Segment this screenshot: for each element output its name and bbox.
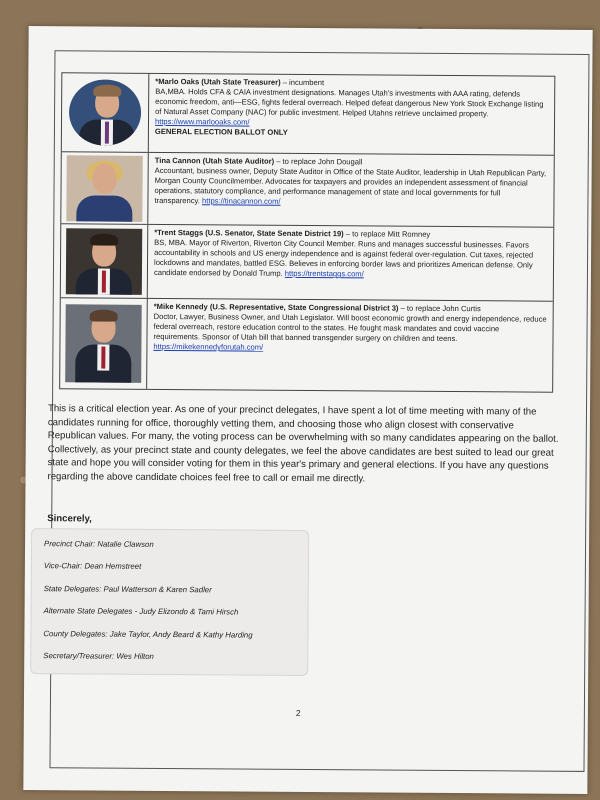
table-row <box>61 152 553 227</box>
delegate-line: State Delegates: Paul Watterson & Karen Sadler <box>43 583 212 595</box>
delegate-line: Vice-Chair: Dean Hemstreet <box>43 561 142 572</box>
candidate-info <box>148 225 553 301</box>
photo-cell <box>61 224 149 298</box>
table-row <box>62 73 555 155</box>
delegate-line: County Delegates: Jake Taylor, Andy Beard & Kathy Harding <box>43 628 253 640</box>
candidate-link[interactable]: https://trentstaggs.com/ <box>284 268 364 279</box>
delegate-line: Secretary/Treasurer: Wes Hilton <box>43 651 154 661</box>
candidate-relation: – to replace Mitt Romney <box>343 229 431 239</box>
candidate-photo-tina-cannon <box>66 155 142 222</box>
candidate-photo-marlo-oaks <box>69 79 141 146</box>
candidate-relation: – to replace John Dougall <box>274 156 363 167</box>
candidate-description: Doctor, Lawyer, Business Owner, and Utah Legislator. Will boost economic growth and energy independence, reduce federal overreach, restore education control to the states. He fought mask mandates and covid vaccine requirements. Sponsor of Utah bill that banned transgender surgery on children and teens. <box>153 311 547 344</box>
candidate-description: BS, MBA. Mayor of Riverton, Riverton City Council Member. Runs and manages successful businesses. Favors accountability in schools and US energy independence and is against federal over-regulation. Cut taxes, rejected lockdowns and mandates, battled ESG. Believes in enforcing border laws and prioritizes American defense. Only candidate endorsed by Donald Trump. <box>153 237 534 278</box>
candidate-description: Accountant, business owner, Deputy State Auditor in Office of the State Auditor, leadership in Utah Republican Party, Morgan County Councilmember. Advocates for taxpayers and provides an independent assessment of financial operations, statutory compliance, and performance management of state and local governments for full transparency. <box>154 165 547 206</box>
candidate-info <box>148 153 553 227</box>
page-number: 2 <box>295 707 301 718</box>
candidate-name: *Marlo Oaks (Utah State Treasurer) <box>155 76 281 87</box>
candidate-description: BA,MBA. Holds CFA & CAIA investment designations. Manages Utah's investments with AAA rating, defends economic freedom, anti—ESG, fights federal overreach. Helped defeat dangerous New York Stock Exchange listing of Natural Asset Company (NAC) for public investment. Helped Utahns retrieve unclaimed property. <box>155 86 544 119</box>
candidate-table <box>59 72 555 392</box>
delegate-line: Alternate State Delegates - Judy Elizondo & Tami Hirsch <box>43 606 239 617</box>
candidate-relation: – incumbent <box>280 77 325 88</box>
candidate-name: *Trent Staggs (U.S. Senator, State Senate District 19) <box>154 227 344 239</box>
candidate-name: *Mike Kennedy (U.S. Representative, State Congressional District 3) <box>153 301 399 313</box>
candidate-info <box>149 74 555 155</box>
candidate-photo-mike-kennedy <box>65 304 142 383</box>
letter-paragraph: This is a critical election year. As one of your precinct delegates, I have spent a lot of time meeting with many of the candidates running for office, thoroughly vetting them, and choosing those who align closest with conservative Republican values. For many, the voting process can be overwhelming with so many candidates appearing on the ballot. Collectively, as your precinct state and county delegates, we feel the above candidates are best suited to lead our great state and hope you will consider voting for them in this year's primary and general elections. If you have any questions regarding the above candidate choices feel free to call or email me directly. <box>47 403 559 485</box>
candidate-link[interactable]: https://www.marlooaks.com/ <box>154 116 250 127</box>
photo-cell <box>62 73 150 152</box>
photo-cell <box>60 298 148 389</box>
table-row <box>61 224 554 301</box>
candidate-link[interactable]: https://mikekennedyforutah.com/ <box>153 341 264 352</box>
candidate-photo-trent-staggs <box>66 228 142 295</box>
table-row <box>60 298 553 391</box>
closing: Sincerely, <box>47 513 92 525</box>
candidate-name: Tina Cannon (Utah State Auditor) <box>154 155 275 166</box>
candidate-relation: – to replace John Curtis <box>398 303 481 314</box>
photo-cell <box>61 152 148 224</box>
candidate-info <box>147 299 553 392</box>
candidate-link[interactable]: https://tinacannon.com/ <box>201 196 281 206</box>
delegate-line: Precinct Chair: Natalie Clawson <box>44 539 154 549</box>
document-page <box>23 26 592 794</box>
delegate-list-box <box>30 528 309 676</box>
ballot-note: GENERAL ELECTION BALLOT ONLY <box>154 127 288 137</box>
